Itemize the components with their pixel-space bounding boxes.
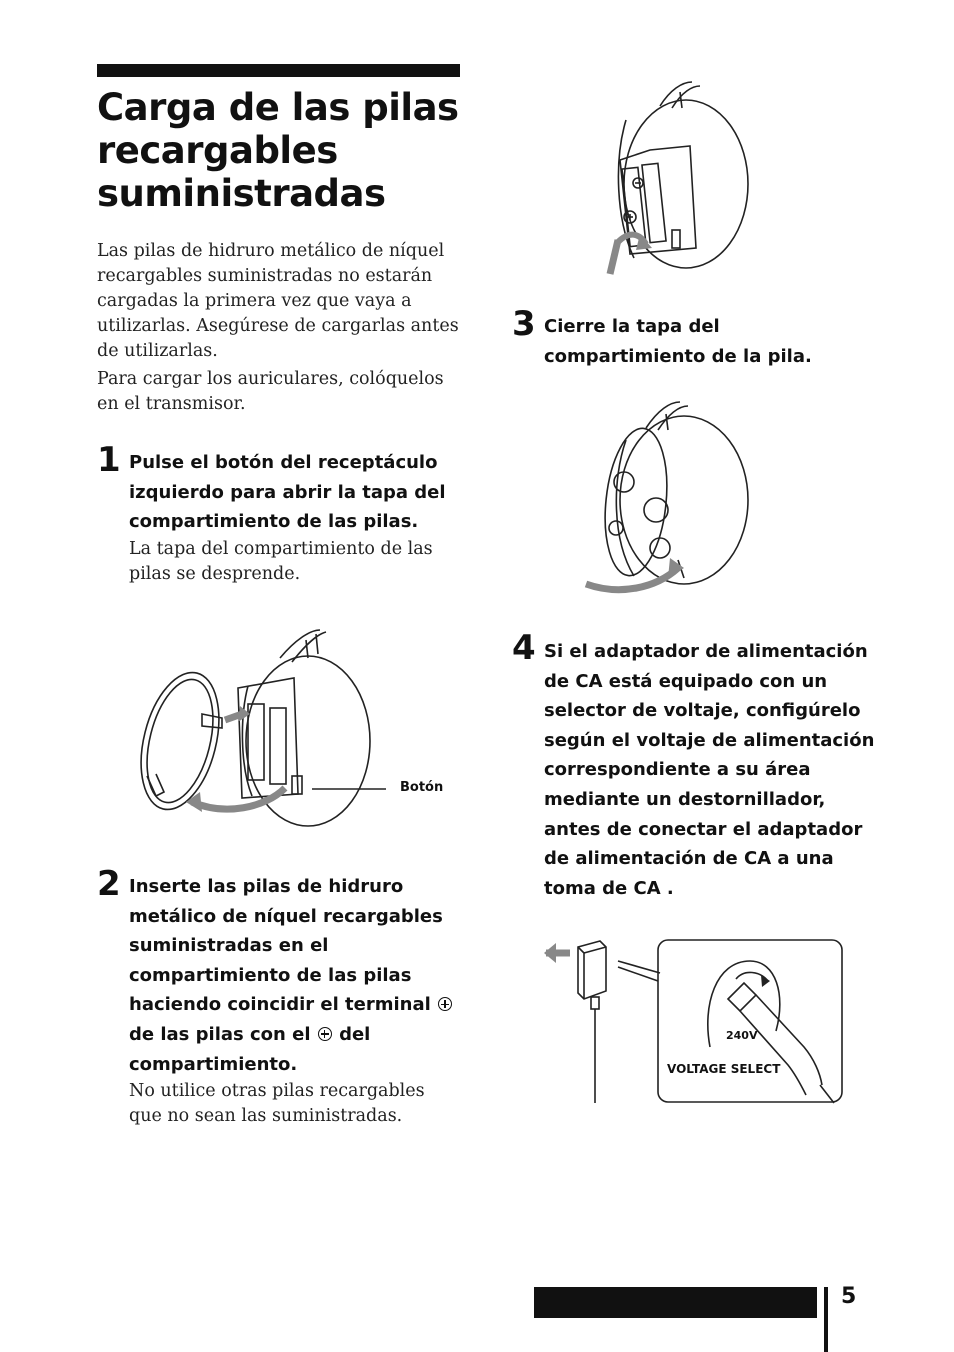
step-4-heading-line: antes de conectar el adaptador — [544, 818, 863, 840]
plus-terminal-icon — [318, 1027, 332, 1041]
step-2-heading-text: de las pilas con el — [129, 1023, 311, 1045]
step-4-heading — [544, 637, 874, 903]
page-title: Carga de las pilas recargables suministradas — [97, 86, 459, 215]
step-2-heading — [129, 872, 453, 1079]
step-2-heading-line — [129, 990, 453, 1020]
step-4-heading-line: toma de CA . — [544, 877, 674, 899]
step-2-heading-line: compartimiento. — [129, 1053, 298, 1075]
step-1-heading-line: izquierdo para abrir la tapa del — [129, 481, 446, 503]
step-4-heading-line: según el voltaje de alimentación — [544, 729, 875, 751]
voltage-selector-label: VOLTAGE SELECT — [667, 1062, 781, 1076]
figure-insert-battery — [600, 80, 760, 280]
step-4-heading-line: correspondiente a su área — [544, 759, 811, 781]
step-3-number: 3 — [512, 304, 536, 344]
step-4-heading-line: selector de voltaje, configúrelo — [544, 700, 861, 722]
title-rule — [97, 64, 460, 77]
step-1-heading-line: compartimiento de las pilas. — [129, 511, 419, 533]
step-2-heading-line: compartimiento de las pilas — [129, 964, 412, 986]
step-2-number: 2 — [97, 864, 121, 904]
footer-bar — [534, 1287, 817, 1318]
figure-open-lid — [130, 626, 450, 826]
button-callout-label: Botón — [400, 780, 444, 795]
step-2-heading-line: metálico de níquel recargables — [129, 905, 443, 927]
step-4-heading-line: mediante un destornillador, — [544, 788, 826, 810]
step-4-heading-line: de alimentación de CA a una — [544, 848, 834, 870]
step-4-heading-line: Si el adaptador de alimentación — [544, 641, 868, 662]
step-2-heading-line: Inserte las pilas de hidruro — [129, 876, 404, 897]
step-4-heading-line: de CA está equipado con un — [544, 670, 828, 692]
plus-terminal-icon — [438, 997, 452, 1011]
step-2-heading-line — [129, 1020, 453, 1050]
page-number: 5 — [841, 1284, 857, 1309]
step-1-heading-line: Pulse el botón del receptáculo — [129, 452, 438, 473]
step-3-heading-line: Cierre la tapa del — [544, 316, 720, 337]
step-1-number: 1 — [97, 440, 121, 480]
step-2-note: No utilice otras pilas recargables que no sean las suministradas. — [129, 1081, 425, 1126]
voltage-value-label: 240V — [726, 1029, 758, 1042]
figure-close-lid — [580, 400, 760, 600]
step-2-heading-text: haciendo coincidir el terminal — [129, 994, 431, 1016]
step-2-heading-line: suministradas en el — [129, 935, 329, 957]
step-1-note: La tapa del compartimiento de las pilas se desprende. — [129, 539, 433, 584]
step-3-heading — [544, 312, 812, 371]
step-4-number: 4 — [512, 628, 536, 668]
intro-paragraph-2: Para cargar los auriculares, colóquelos en el transmisor. — [97, 369, 444, 414]
intro-paragraph-1: Las pilas de hidruro metálico de níquel recargables suministradas no estarán cargadas la primera vez que vaya a utilizarlas. Asegúrese de cargarlas antes de utilizarlas. — [97, 241, 459, 361]
figure-voltage-selector — [540, 935, 850, 1110]
step-2-heading-text: del — [339, 1023, 371, 1045]
step-3-heading-line: compartimiento de la pila. — [544, 345, 812, 367]
footer-rule — [824, 1287, 828, 1352]
step-1-heading — [129, 448, 446, 537]
